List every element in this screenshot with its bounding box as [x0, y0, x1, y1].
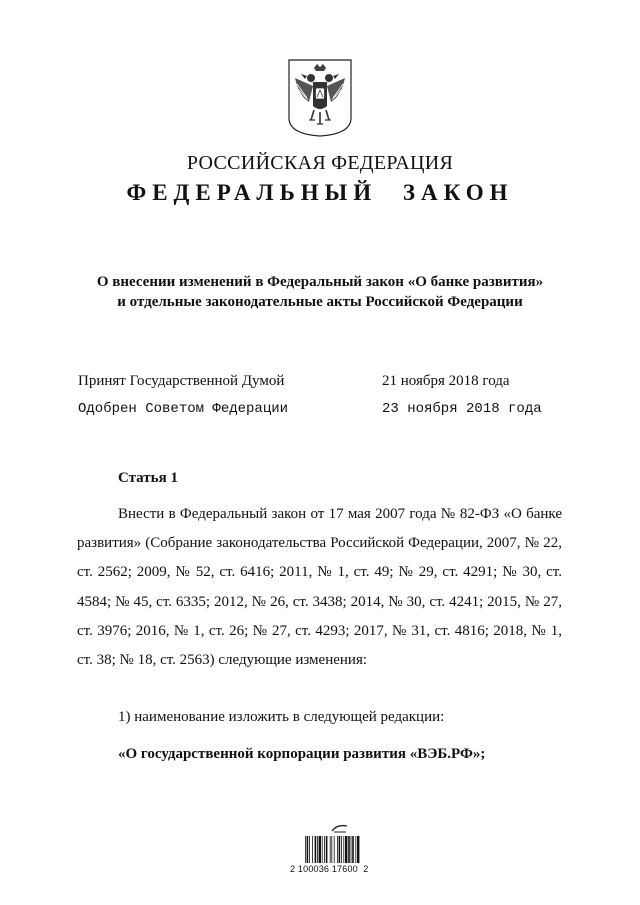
coat-of-arms-emblem [287, 58, 353, 138]
barcode-number: 2 100036 17600 2 [290, 864, 369, 874]
law-type-heading: ФЕДЕРАЛЬНЫЙ ЗАКОН [126, 180, 514, 205]
law-title-line-1: О внесении изменений в Федеральный закон «О банке развития» [96, 274, 544, 290]
article-heading: Статья 1 [118, 470, 178, 486]
adoption-council-label: Одобрен Советом Федерации [78, 401, 289, 417]
adoption-duma-date: 21 ноября 2018 года [382, 373, 510, 389]
adoption-duma-label: Принят Государственной Думой [78, 373, 285, 389]
barcode-logo-icon [331, 823, 349, 833]
country-name: РОССИЙСКАЯ ФЕДЕРАЦИЯ [186, 152, 454, 174]
barcode-icon [305, 836, 377, 863]
adoption-council-date: 23 ноября 2018 года [382, 401, 542, 417]
article-item-1-new-title: «О государственной корпорации развития «ВЭБ.РФ»; [118, 746, 486, 762]
article-item-1: 1) наименование изложить в следующей редакции: [118, 709, 445, 725]
article-paragraph: Внести в Федеральный закон от 17 мая 2007 года № 82-ФЗ «О банке развития» (Собрание законодательства Российской Федерации, 2007, № 22, ст. 2562; 2009, № 52, ст. 6416; 2011, № 1, ст. 49; № 29, ст. 4291; № 30, ст. 4584; № 45, ст. 6335; 2012, № 26, ст. 3438; 2014, № 30, ст. 4241; 2015, № 27, ст. 3976; 2016, № 1, ст. 26; № 27, ст. 4293; 2017, № 31, ст. 4816; 2018, № 1, ст. 38; № 18, ст. 2563) следующие изменения: [77, 506, 562, 669]
law-title-line-2: и отдельные законодательные акты Российской Федерации [117, 294, 523, 310]
